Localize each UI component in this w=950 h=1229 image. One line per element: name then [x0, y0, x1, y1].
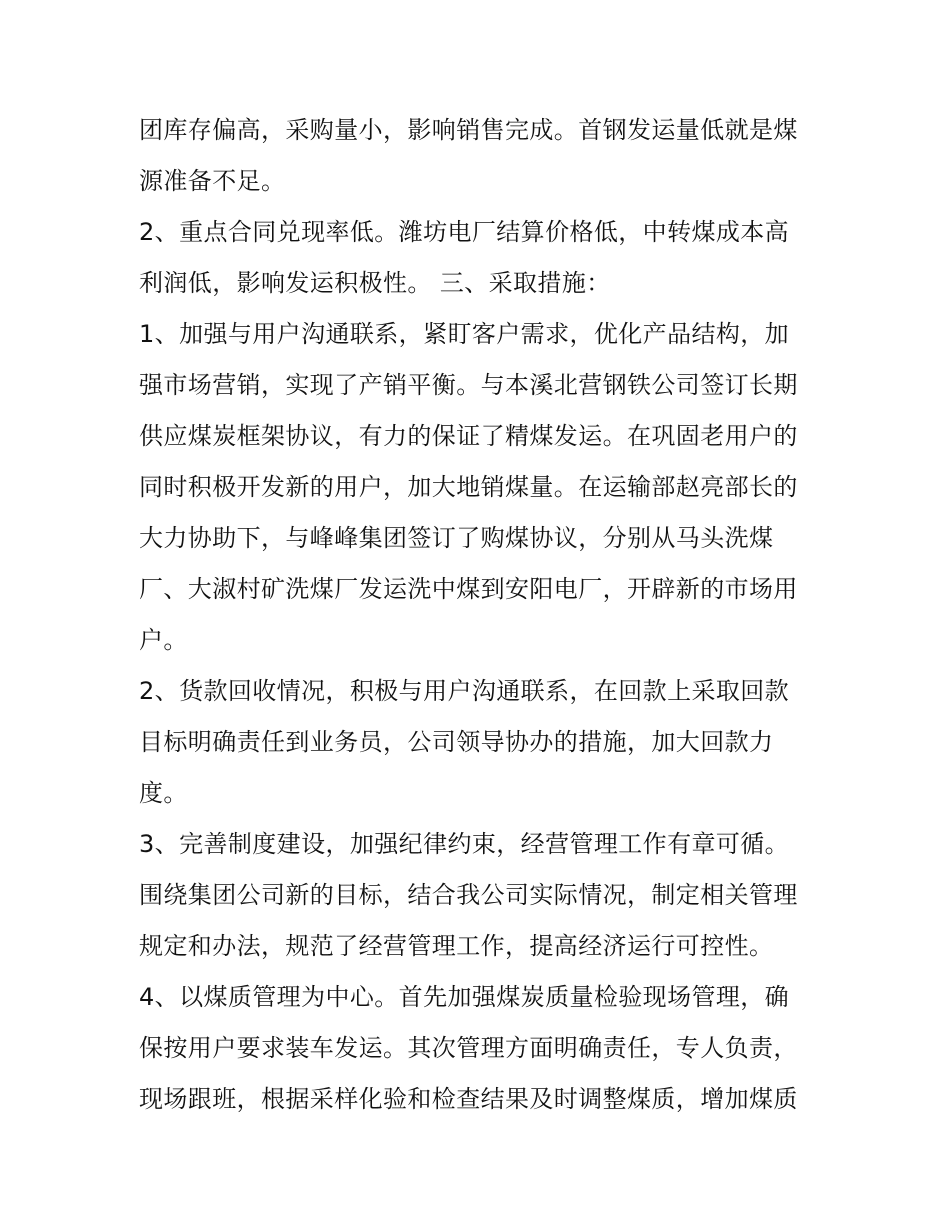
text-line: 团库存偏高，采购量小，影响销售完成。首钢发运量低就是煤 — [139, 116, 798, 144]
text-line: 利润低，影响发运积极性。 三、采取措施： — [139, 269, 611, 297]
text-line: 现场跟班，根据采样化验和检查结果及时调整煤质，增加煤质 — [139, 1085, 798, 1113]
text-line: 大力协助下，与峰峰集团签订了购煤协议，分别从马头洗煤 — [139, 524, 774, 552]
text-line: 度。 — [139, 779, 188, 807]
text-line: 2、货款回收情况，积极与用户沟通联系，在回款上采取回款 — [139, 677, 790, 705]
text-line: 户。 — [139, 626, 188, 654]
text-line: 保按用户要求装车发运。其次管理方面明确责任，专人负责， — [139, 1034, 798, 1062]
text-line: 源准备不足。 — [139, 167, 286, 195]
text-line: 供应煤炭框架协议，有力的保证了精煤发运。在巩固老用户的 — [139, 422, 798, 450]
text-line: 围绕集团公司新的目标，结合我公司实际情况，制定相关管理 — [139, 881, 798, 909]
text-line: 强市场营销，实现了产销平衡。与本溪北营钢铁公司签订长期 — [139, 371, 798, 399]
text-line: 4、以煤质管理为中心。首先加强煤炭质量检验现场管理，确 — [139, 983, 790, 1011]
text-line: 目标明确责任到业务员，公司领导协办的措施，加大回款力 — [139, 728, 774, 756]
text-line: 厂、大淑村矿洗煤厂发运洗中煤到安阳电厂，开辟新的市场用 — [139, 575, 798, 603]
text-line: 3、完善制度建设，加强纪律约束，经营管理工作有章可循。 — [139, 830, 790, 858]
text-line: 规定和办法，规范了经营管理工作，提高经济运行可控性。 — [139, 932, 774, 960]
text-line: 1、加强与用户沟通联系，紧盯客户需求，优化产品结构，加 — [139, 320, 790, 348]
text-line: 同时积极开发新的用户，加大地销煤量。在运输部赵亮部长的 — [139, 473, 798, 501]
text-line: 2、重点合同兑现率低。潍坊电厂结算价格低，中转煤成本高 — [139, 218, 790, 246]
